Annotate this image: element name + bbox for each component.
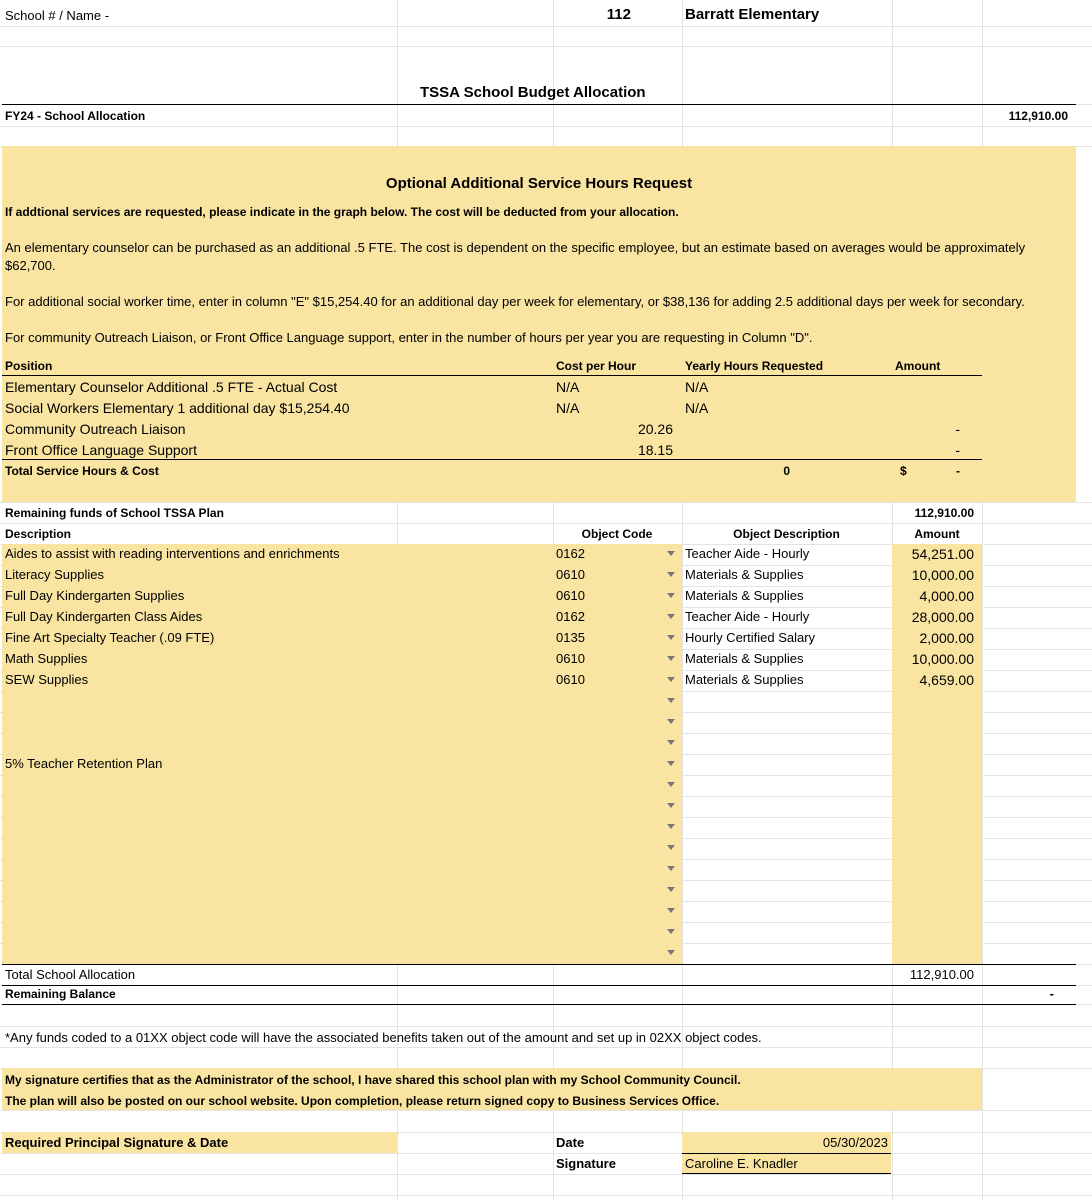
service-hours: N/A xyxy=(685,379,709,395)
dropdown-arrow-icon[interactable] xyxy=(667,551,675,556)
plan-object-code[interactable]: 0610 xyxy=(556,651,585,666)
dropdown-arrow-icon[interactable] xyxy=(667,740,675,745)
school-number[interactable]: 112 xyxy=(606,6,631,23)
optional-instruction: If addtional services are requested, please indicate in the graph below. The cost will be deducted from your allocation. xyxy=(5,205,679,219)
service-total-hours: 0 xyxy=(783,464,790,478)
dropdown-arrow-icon[interactable] xyxy=(667,593,675,598)
service-position: Social Workers Elementary 1 additional day $15,254.40 xyxy=(5,400,350,416)
footnote: *Any funds coded to a 01XX object code will have the associated benefits taken out of the amount and set up in 02XX object codes. xyxy=(5,1030,762,1045)
certify-line-2: The plan will also be posted on our school website. Upon completion, please return signed copy to Business Services Office. xyxy=(5,1094,720,1108)
plan-amount[interactable]: 28,000.00 xyxy=(911,609,974,625)
dropdown-arrow-icon[interactable] xyxy=(667,614,675,619)
signature-label: Signature xyxy=(556,1156,616,1171)
date-label: Date xyxy=(556,1135,585,1150)
certify-line-1: My signature certifies that as the Administrator of the school, I have shared this school plan with my School Community Council. xyxy=(5,1073,741,1087)
dropdown-arrow-icon[interactable] xyxy=(667,887,675,892)
plan-description[interactable]: SEW Supplies xyxy=(5,672,89,687)
dropdown-arrow-icon[interactable] xyxy=(667,761,675,766)
plan-description[interactable]: Literacy Supplies xyxy=(5,567,104,582)
dropdown-arrow-icon[interactable] xyxy=(667,908,675,913)
col-header-position: Position xyxy=(5,359,53,373)
dropdown-arrow-icon[interactable] xyxy=(667,656,675,661)
remaining-balance-value: - xyxy=(1049,986,1054,1001)
total-allocation-label: Total School Allocation xyxy=(5,967,136,982)
remaining-title: Remaining funds of School TSSA Plan xyxy=(5,506,224,520)
dropdown-arrow-icon[interactable] xyxy=(667,572,675,577)
dropdown-arrow-icon[interactable] xyxy=(667,635,675,640)
plan-object-description: Materials & Supplies xyxy=(685,588,804,603)
plan-description[interactable]: 5% Teacher Retention Plan xyxy=(5,756,163,771)
plan-header-code: Object Code xyxy=(581,527,653,541)
plan-amount-fill xyxy=(892,544,982,964)
plan-description[interactable]: Aides to assist with reading interventions and enrichments xyxy=(5,546,340,561)
plan-header-amount: Amount xyxy=(914,527,960,541)
service-hours: N/A xyxy=(685,400,709,416)
optional-note-counselor: An elementary counselor can be purchased as an additional .5 FTE. The cost is dependent on the specific employee, but an estimate based on averages would be approximately $62,700. xyxy=(5,240,1026,273)
col-header-amount: Amount xyxy=(895,359,941,373)
dropdown-arrow-icon[interactable] xyxy=(667,719,675,724)
total-allocation-value: 112,910.00 xyxy=(909,967,974,982)
service-amount: - xyxy=(955,421,960,437)
col-header-hours: Yearly Hours Requested xyxy=(685,359,824,373)
plan-object-description: Hourly Certified Salary xyxy=(685,630,816,645)
dropdown-arrow-icon[interactable] xyxy=(667,866,675,871)
date-value[interactable]: 05/30/2023 xyxy=(822,1135,888,1150)
dropdown-arrow-icon[interactable] xyxy=(667,824,675,829)
page-title: TSSA School Budget Allocation xyxy=(420,84,646,101)
plan-object-description: Materials & Supplies xyxy=(685,567,804,582)
dropdown-arrow-icon[interactable] xyxy=(667,782,675,787)
service-cost: 20.26 xyxy=(637,421,673,437)
service-total-label: Total Service Hours & Cost xyxy=(5,464,159,478)
plan-amount[interactable]: 4,659.00 xyxy=(919,672,974,688)
plan-description[interactable]: Full Day Kindergarten Supplies xyxy=(5,588,185,603)
allocation-value: 112,910.00 xyxy=(1008,109,1068,123)
dropdown-arrow-icon[interactable] xyxy=(667,929,675,934)
plan-description[interactable]: Fine Art Specialty Teacher (.09 FTE) xyxy=(5,630,215,645)
plan-object-code[interactable]: 0610 xyxy=(556,588,585,603)
optional-title: Optional Additional Service Hours Request xyxy=(385,175,693,192)
plan-object-code[interactable]: 0162 xyxy=(556,609,585,624)
school-name[interactable]: Barratt Elementary xyxy=(685,6,820,23)
service-cost: N/A xyxy=(556,379,580,395)
service-total-currency: $ xyxy=(900,464,907,478)
required-signature-label: Required Principal Signature & Date xyxy=(5,1135,229,1150)
remaining-balance-label: Remaining Balance xyxy=(5,987,116,1001)
plan-object-code[interactable]: 0162 xyxy=(556,546,585,561)
service-cost: 18.15 xyxy=(637,442,673,458)
service-position: Community Outreach Liaison xyxy=(5,421,186,437)
optional-note-liaison: For community Outreach Liaison, or Front Office Language support, enter in the number of hours per year you are requesting in Column "D". xyxy=(5,330,813,345)
school-label: School # / Name - xyxy=(5,8,110,23)
plan-description[interactable]: Math Supplies xyxy=(5,651,88,666)
remaining-title-value: 112,910.00 xyxy=(914,506,974,520)
col-header-cost: Cost per Hour xyxy=(556,359,637,373)
plan-description[interactable]: Full Day Kindergarten Class Aides xyxy=(5,609,203,624)
service-cost: N/A xyxy=(556,400,580,416)
plan-object-code[interactable]: 0610 xyxy=(556,672,585,687)
plan-object-description: Materials & Supplies xyxy=(685,672,804,687)
service-position: Front Office Language Support xyxy=(5,442,197,458)
signature-value[interactable]: Caroline E. Knadler xyxy=(685,1156,798,1171)
plan-header-description: Description xyxy=(5,527,72,541)
service-position: Elementary Counselor Additional .5 FTE - Actual Cost xyxy=(5,379,338,395)
plan-amount[interactable]: 4,000.00 xyxy=(919,588,974,604)
dropdown-arrow-icon[interactable] xyxy=(667,950,675,955)
plan-object-description: Teacher Aide - Hourly xyxy=(685,546,810,561)
dropdown-arrow-icon[interactable] xyxy=(667,698,675,703)
optional-note-social-worker: For additional social worker time, enter in column "E" $15,254.40 for an additional day per week for elementary, or $38,136 for adding 2.5 additional days per week for secondary. xyxy=(5,294,1025,309)
plan-header-object-desc: Object Description xyxy=(733,527,840,541)
service-amount: - xyxy=(955,442,960,458)
service-total-amount: - xyxy=(956,464,960,478)
plan-object-description: Teacher Aide - Hourly xyxy=(685,609,810,624)
allocation-label: FY24 - School Allocation xyxy=(5,109,146,123)
plan-amount[interactable]: 54,251.00 xyxy=(911,546,974,562)
dropdown-arrow-icon[interactable] xyxy=(667,803,675,808)
dropdown-arrow-icon[interactable] xyxy=(667,845,675,850)
plan-object-description: Materials & Supplies xyxy=(685,651,804,666)
dropdown-arrow-icon[interactable] xyxy=(667,677,675,682)
plan-amount[interactable]: 10,000.00 xyxy=(911,651,974,667)
plan-amount[interactable]: 2,000.00 xyxy=(919,630,974,646)
plan-object-code[interactable]: 0135 xyxy=(556,630,585,645)
plan-desc-fill xyxy=(2,544,682,964)
plan-object-code[interactable]: 0610 xyxy=(556,567,585,582)
plan-amount[interactable]: 10,000.00 xyxy=(911,567,974,583)
